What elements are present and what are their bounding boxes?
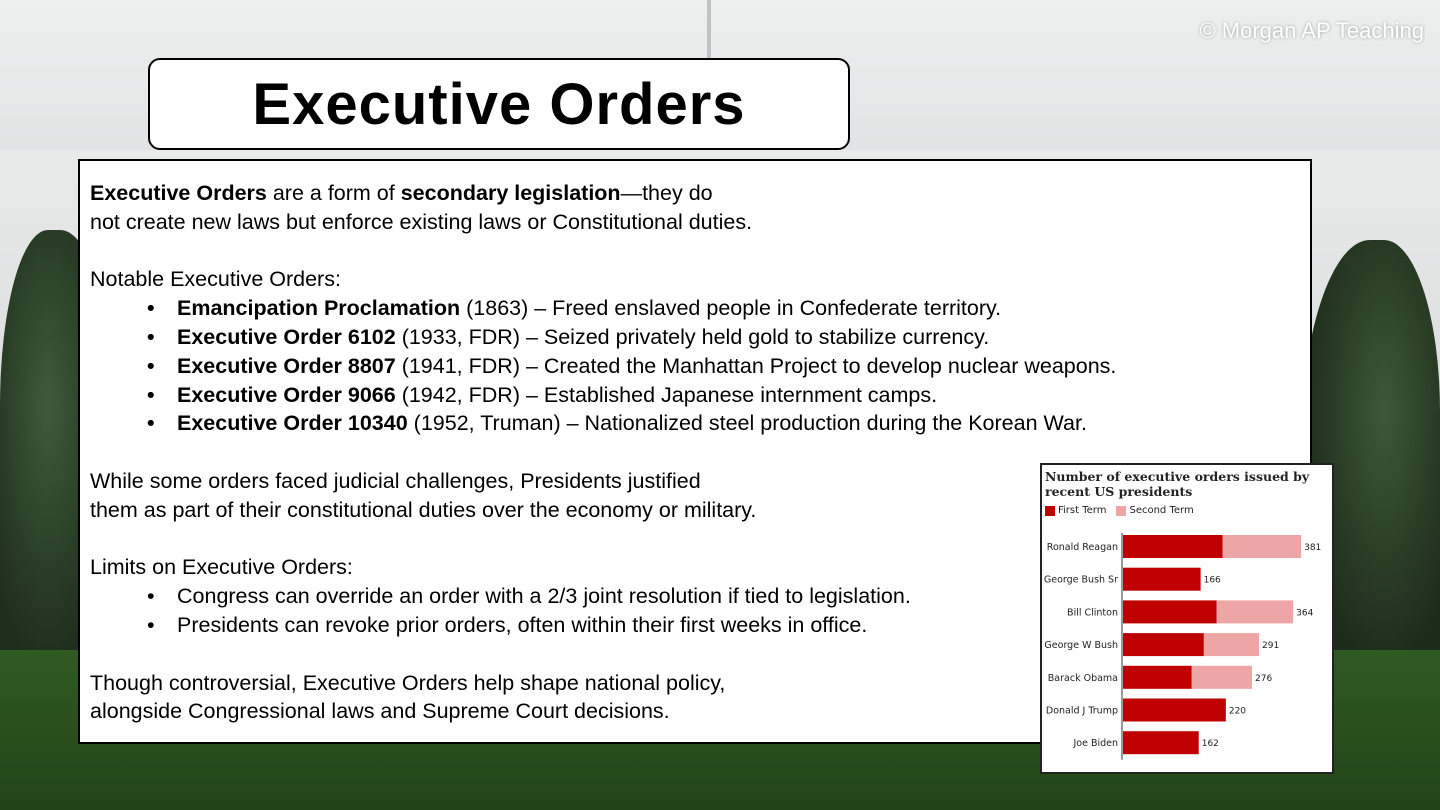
page-title: Executive Orders: [252, 71, 746, 137]
executive-orders-chart: [1040, 463, 1334, 774]
intro-term-secondary-legislation: secondary legislation: [400, 181, 621, 205]
notable-list: [147, 294, 1300, 438]
category-label: Joe Biden: [1073, 738, 1118, 750]
category-label: Barack Obama: [1047, 672, 1118, 684]
category-label: Bill Clinton: [1067, 607, 1118, 619]
challenges-line-1: While some orders faced judicial challenges, Presidents justified: [90, 468, 701, 493]
order-detail: (1933, FDR) – Seized privately held gold to stabilize currency.: [395, 324, 990, 349]
title-box: [148, 58, 850, 150]
order-name: Executive Order 10340: [177, 411, 408, 436]
list-item: [147, 381, 1300, 410]
bar-first-term: [1123, 731, 1199, 754]
list-item: • Congress can override an order with a 2/3 joint resolution if tied to legislation.: [147, 582, 1300, 611]
bar-first-term: [1123, 535, 1223, 558]
category-label: George W Bush: [1044, 640, 1118, 652]
copyright-notice: © Morgan AP Teaching: [1199, 18, 1424, 43]
chart-legend: [1045, 505, 1194, 516]
legend-swatch: [1045, 506, 1055, 516]
legend-swatch: [1116, 506, 1126, 516]
intro-text-2: —they do: [620, 181, 713, 205]
bar-second-term: [1217, 600, 1294, 623]
intro-paragraph: [90, 179, 1300, 208]
intro-line-2: not create new laws but enforce existing laws or Constitutional duties.: [90, 209, 753, 234]
bar-first-term: [1123, 600, 1217, 623]
category-label: George Bush Sr: [1043, 574, 1118, 586]
total-label: 162: [1201, 739, 1219, 750]
flagpole: [707, 0, 711, 60]
total-label: 220: [1228, 706, 1247, 717]
total-label: 276: [1255, 673, 1273, 684]
legend-item-second-term: [1116, 505, 1193, 516]
bar-second-term: [1192, 666, 1252, 689]
order-name: Emancipation Proclamation: [177, 296, 461, 321]
category-label: Donald J Trump: [1045, 705, 1118, 717]
list-item: [147, 409, 1300, 438]
bar-first-term: [1123, 633, 1204, 656]
intro-text-1: are a form of: [266, 181, 401, 205]
order-detail: (1942, FDR) – Established Japanese internment camps.: [395, 382, 938, 407]
bar-second-term: [1204, 633, 1259, 656]
order-detail: (1863) – Freed enslaved people in Confederate territory.: [460, 296, 1002, 321]
chart-title: Number of executive orders issued by recent US presidents: [1045, 469, 1310, 499]
conclusion-line-2: alongside Congressional laws and Supreme Court decisions.: [90, 699, 670, 724]
total-label: 291: [1262, 641, 1280, 652]
order-name: Executive Order 9066: [177, 382, 396, 407]
list-item: [147, 352, 1300, 381]
order-detail: (1952, Truman) – Nationalized steel production during the Korean War.: [407, 411, 1087, 436]
challenges-line-2: them as part of their constitutional duties over the economy or military.: [90, 497, 757, 522]
chart-plot: [1042, 525, 1332, 770]
total-label: 381: [1304, 543, 1322, 553]
order-detail: (1941, FDR) – Created the Manhattan Project to develop nuclear weapons.: [395, 353, 1117, 378]
bar-first-term: [1123, 568, 1201, 591]
legend-label: Second Term: [1129, 505, 1194, 516]
total-label: 166: [1203, 575, 1221, 586]
bar-first-term: [1123, 666, 1192, 689]
bar-second-term: [1223, 535, 1302, 558]
list-item: [147, 294, 1300, 323]
conclusion-line-1: Though controversial, Executive Orders help shape national policy,: [90, 670, 726, 695]
bar-first-term: [1123, 699, 1226, 722]
order-name: Executive Order 8807: [177, 353, 396, 378]
intro-term-executive-orders: Executive Orders: [90, 181, 267, 205]
list-item: • Presidents can revoke prior orders, often within their first weeks in office.: [147, 611, 1300, 640]
legend-label: First Term: [1058, 505, 1107, 516]
list-item: [147, 323, 1300, 352]
order-name: Executive Order 6102: [177, 324, 396, 349]
category-label: Ronald Reagan: [1046, 542, 1118, 553]
total-label: 364: [1296, 608, 1314, 619]
notable-heading: Notable Executive Orders:: [90, 267, 341, 292]
legend-item-first-term: [1045, 505, 1106, 516]
limits-heading: Limits on Executive Orders:: [90, 555, 353, 580]
